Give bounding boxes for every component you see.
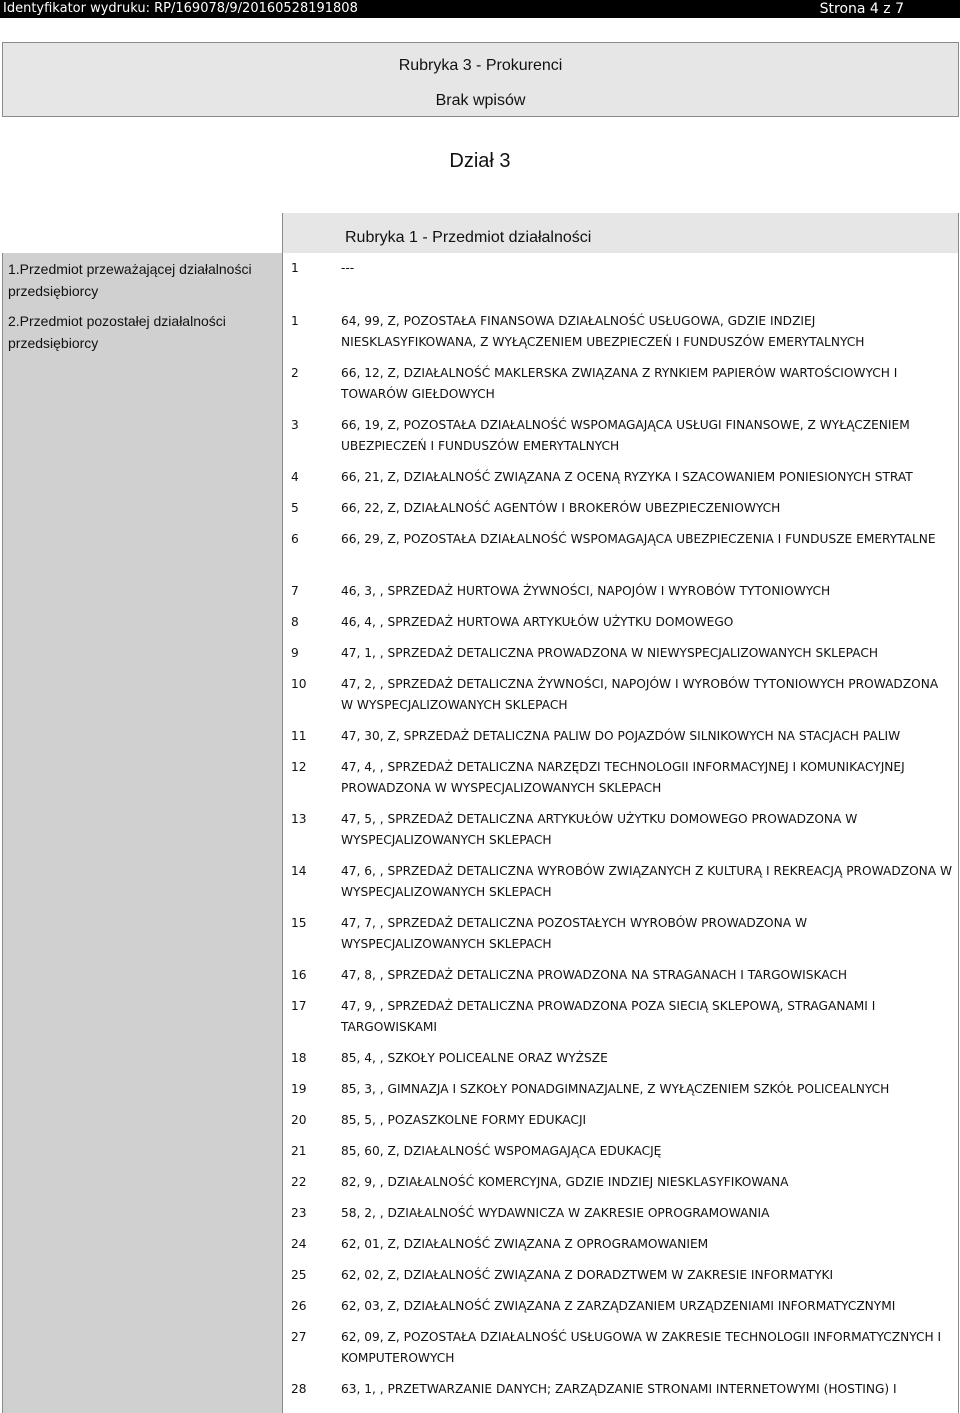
- row-number: 25: [291, 1268, 307, 1282]
- row-text: 85, 5, , POZASZKOLNE FORMY EDUKACJI: [341, 1113, 587, 1127]
- row-text: 85, 60, Z, DZIAŁALNOŚĆ WSPOMAGAJĄCA EDUKACJĘ: [341, 1144, 662, 1158]
- row-text: 58, 2, , DZIAŁALNOŚĆ WYDAWNICZA W ZAKRESIE OPROGRAMOWANIA: [341, 1206, 770, 1220]
- row-text: 47, 1, , SPRZEDAŻ DETALICZNA PROWADZONA W NIEWYSPECJALIZOWANYCH SKLEPACH: [341, 646, 879, 660]
- row-number: 9: [291, 646, 299, 660]
- row-text: 47, 5, , SPRZEDAŻ DETALICZNA ARTYKUŁÓW UŻYTKU DOMOWEGO PROWADZONA W WYSPECJALIZOWANYCH SKLEPACH: [341, 812, 858, 847]
- print-identifier: Identyfikator wydruku: RP/169078/9/20160528191808: [3, 1, 358, 16]
- left-label-column: [2, 253, 282, 1413]
- row-text: 47, 6, , SPRZEDAŻ DETALICZNA WYROBÓW ZWIĄZANYCH Z KULTURĄ I REKREACJĄ PROWADZONA W WYSPECJALIZOWANYCH SKLEPACH: [341, 864, 953, 899]
- row-number: 5: [291, 501, 299, 515]
- row-number: 24: [291, 1237, 307, 1251]
- row-text: 82, 9, , DZIAŁALNOŚĆ KOMERCYJNA, GDZIE INDZIEJ NIESKLASYFIKOWANA: [341, 1175, 789, 1189]
- row-number: 22: [291, 1175, 307, 1189]
- section-title-rubryka3: Rubryka 3 - Prokurenci: [2, 42, 959, 88]
- row-number: 28: [291, 1382, 307, 1396]
- row-number: 21: [291, 1144, 307, 1158]
- row-number: 14: [291, 864, 307, 878]
- row-text: 47, 7, , SPRZEDAŻ DETALICZNA POZOSTAŁYCH WYROBÓW PROWADZONA W WYSPECJALIZOWANYCH SKLEPACH: [341, 916, 808, 951]
- row-number: 20: [291, 1113, 307, 1127]
- row-number: 27: [291, 1330, 307, 1344]
- row-number: 3: [291, 418, 299, 432]
- row-text: 47, 8, , SPRZEDAŻ DETALICZNA PROWADZONA NA STRAGANACH I TARGOWISKACH: [341, 968, 848, 982]
- row-number: 26: [291, 1299, 307, 1313]
- row-number: 7: [291, 584, 299, 598]
- row-number: 8: [291, 615, 299, 629]
- row-number: 19: [291, 1082, 307, 1096]
- dzial-title: Dział 3: [449, 150, 511, 172]
- row-text: 46, 4, , SPRZEDAŻ HURTOWA ARTYKUŁÓW UŻYTKU DOMOWEGO: [341, 615, 734, 629]
- row-number: 23: [291, 1206, 307, 1220]
- row-text: 66, 29, Z, POZOSTAŁA DZIAŁALNOŚĆ WSPOMAGAJĄCA UBEZPIECZENIA I FUNDUSZE EMERYTALNE: [341, 532, 936, 546]
- row-text: 62, 09, Z, POZOSTAŁA DZIAŁALNOŚĆ USŁUGOWA W ZAKRESIE TECHNOLOGII INFORMATYCZNYCH I KOMPUTEROWYCH: [341, 1330, 942, 1365]
- row-text: 66, 21, Z, DZIAŁALNOŚĆ ZWIĄZANA Z OCENĄ RYZYKA I SZACOWANIEM PONIESIONYCH STRAT: [341, 470, 913, 484]
- row-text: 66, 19, Z, POZOSTAŁA DZIAŁALNOŚĆ WSPOMAGAJĄCA USŁUGI FINANSOWE, Z WYŁĄCZENIEM UBEZPIECZEŃ I FUNDUSZÓW EMERYTALNYCH: [341, 418, 910, 453]
- row-text: 63, 1, , PRZETWARZANIE DANYCH; ZARZĄDZANIE STRONAMI INTERNETOWYMI (HOSTING) I: [341, 1382, 897, 1396]
- row-number: 10: [291, 677, 307, 691]
- row-number: 16: [291, 968, 307, 982]
- row-text: 85, 4, , SZKOŁY POLICEALNE ORAZ WYŻSZE: [341, 1051, 608, 1065]
- row-text: 62, 01, Z, DZIAŁALNOŚĆ ZWIĄZANA Z OPROGRAMOWANIEM: [341, 1237, 709, 1251]
- row-text: ---: [341, 261, 355, 275]
- row-number: 17: [291, 999, 307, 1013]
- row-text: 62, 02, Z, DZIAŁALNOŚĆ ZWIĄZANA Z DORADZTWEM W ZAKRESIE INFORMATYKI: [341, 1268, 834, 1282]
- rubryka1-title: Rubryka 1 - Przedmiot działalności: [282, 213, 959, 253]
- row-number: 18: [291, 1051, 307, 1065]
- row-text: 47, 9, , SPRZEDAŻ DETALICZNA PROWADZONA POZA SIECIĄ SKLEPOWĄ, STRAGANAMI I TARGOWISKAMI: [341, 999, 876, 1034]
- label-other-activity: 2.Przedmiot pozostałej działalności przedsiębiorcy: [8, 313, 226, 351]
- row-number: 1: [291, 314, 299, 328]
- row-text: 64, 99, Z, POZOSTAŁA FINANSOWA DZIAŁALNOŚĆ USŁUGOWA, GDZIE INDZIEJ NIESKLASYFIKOWANA, Z WYŁĄCZENIEM UBEZPIECZEŃ I FUNDUSZÓW EMERYTALNYCH: [341, 314, 865, 349]
- row-text: 47, 2, , SPRZEDAŻ DETALICZNA ŻYWNOŚCI, NAPOJÓW I WYROBÓW TYTONIOWYCH PROWADZONA W WYSPECJALIZOWANYCH SKLEPACH: [341, 677, 939, 712]
- page-number: Strona 4 z 7: [819, 1, 904, 17]
- row-text: 46, 3, , SPRZEDAŻ HURTOWA ŻYWNOŚCI, NAPOJÓW I WYROBÓW TYTONIOWYCH: [341, 584, 831, 598]
- row-number: 6: [291, 532, 299, 546]
- row-text: 85, 3, , GIMNAZJA I SZKOŁY PONADGIMNAZJALNE, Z WYŁĄCZENIEM SZKÓŁ POLICEALNYCH: [341, 1082, 890, 1096]
- row-number: 15: [291, 916, 307, 930]
- activity-list: [282, 253, 959, 1413]
- row-number: 11: [291, 729, 307, 743]
- section-status: Brak wpisów: [2, 86, 959, 117]
- row-text: 47, 4, , SPRZEDAŻ DETALICZNA NARZĘDZI TECHNOLOGII INFORMACYJNEJ I KOMUNIKACYJNEJ PROWADZONA W WYSPECJALIZOWANYCH SKLEPACH: [341, 760, 905, 795]
- row-text: 62, 03, Z, DZIAŁALNOŚĆ ZWIĄZANA Z ZARZĄDZANIEM URZĄDZENIAMI INFORMATYCZNYMI: [341, 1299, 896, 1313]
- print-header: [0, 0, 960, 18]
- row-number: 12: [291, 760, 307, 774]
- row-text: 47, 30, Z, SPRZEDAŻ DETALICZNA PALIW DO POJAZDÓW SILNIKOWYCH NA STACJACH PALIW: [341, 729, 901, 743]
- row-text: 66, 12, Z, DZIAŁALNOŚĆ MAKLERSKA ZWIĄZANA Z RYNKIEM PAPIERÓW WARTOŚCIOWYCH I TOWARÓW GIEŁDOWYCH: [341, 366, 898, 401]
- row-number: 1: [291, 261, 299, 275]
- row-number: 2: [291, 366, 299, 380]
- row-text: 66, 22, Z, DZIAŁALNOŚĆ AGENTÓW I BROKERÓW UBEZPIECZENIOWYCH: [341, 501, 781, 515]
- label-primary-activity: 1.Przedmiot przeważającej działalności przedsiębiorcy: [8, 261, 252, 299]
- row-number: 4: [291, 470, 299, 484]
- row-number: 13: [291, 812, 307, 826]
